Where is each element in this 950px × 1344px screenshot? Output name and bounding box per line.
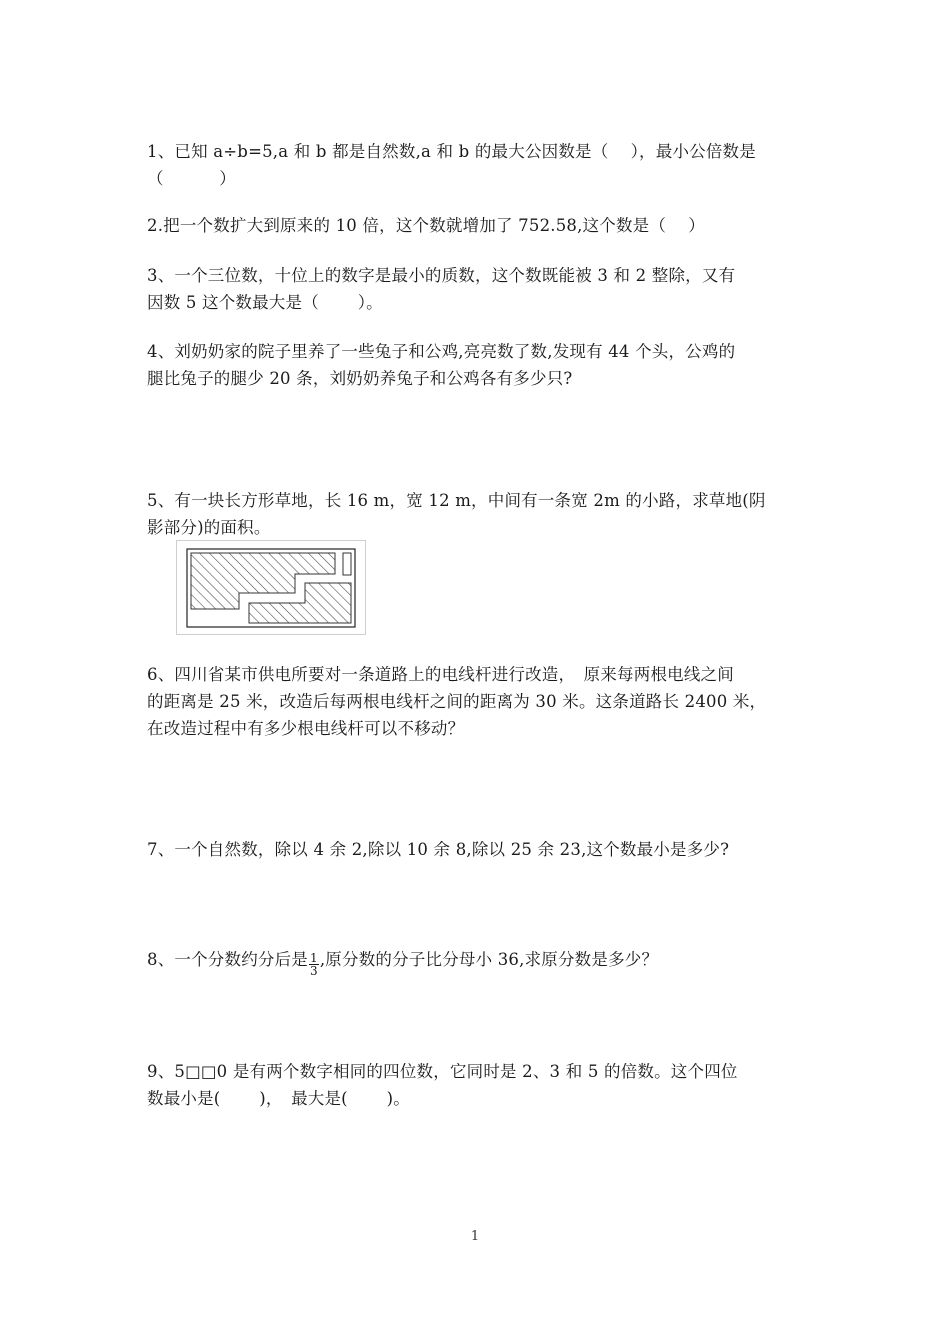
question-text-suffix: ,原分数的分子比分母小 36,求原分数是多少？ (319, 950, 659, 969)
path-corner (343, 553, 351, 575)
question-3 (147, 262, 813, 316)
question-line: 影部分)的面积。 (147, 518, 271, 537)
question-line: （ ） (147, 169, 236, 188)
question-2 (147, 212, 813, 239)
question-1 (147, 138, 813, 192)
question-line: 2.把一个数扩大到原来的 10 倍，这个数就增加了 752.58,这个数是（ ） (147, 216, 705, 235)
question-line: 的距离是 25 米，改造后每两根电线杆之间的距离为 30 米。这条道路长 2400 米， (147, 692, 767, 711)
fraction (309, 952, 319, 977)
lawn-path-figure (176, 540, 366, 635)
question-line: 5、有一块长方形草地，长 16 m，宽 12 m，中间有一条宽 2m 的小路，求草地(阴 (147, 491, 766, 510)
question-text-prefix: 8、一个分数约分后是 (147, 950, 308, 969)
question-5 (147, 487, 813, 541)
question-6 (147, 661, 813, 742)
hatched-lawn-diagram (177, 541, 365, 634)
question-line: 7、一个自然数，除以 4 余 2,除以 10 余 8,除以 25 余 23,这个数最小是多少? (147, 840, 730, 859)
question-line: 腿比兔子的腿少 20 条，刘奶奶养兔子和公鸡各有多少只? (147, 369, 573, 388)
question-line (147, 946, 813, 977)
question-line: 4、刘奶奶家的院子里养了一些兔子和公鸡,亮亮数了数,发现有 44 个头，公鸡的 (147, 342, 736, 361)
question-line: 6、四川省某市供电所要对一条道路上的电线杆进行改造， 原来每两根电线之间 (147, 665, 734, 684)
fraction-numerator: 1 (310, 951, 318, 965)
question-7 (147, 836, 813, 863)
question-line: 在改造过程中有多少根电线杆可以不移动？ (147, 719, 465, 738)
page-number: 1 (470, 1229, 480, 1244)
question-line: 因数 5 这个数最大是（ ）。 (147, 293, 383, 312)
question-line: 3、一个三位数，十位上的数字是最小的质数，这个数既能被 3 和 2 整除，又有 (147, 266, 736, 285)
question-line: 1、已知 a÷b=5,a 和 b 都是自然数,a 和 b 的最大公因数是（ ），最小公倍数是 (147, 142, 756, 161)
fraction-denominator: 3 (310, 964, 318, 978)
question-8 (147, 946, 813, 977)
question-line: 数最小是( )， 最大是( )。 (147, 1089, 410, 1108)
question-4 (147, 338, 813, 392)
question-9 (147, 1058, 813, 1112)
question-line: 9、5□□0 是有两个数字相同的四位数，它同时是 2、3 和 5 的倍数。这个四位 (147, 1062, 738, 1081)
